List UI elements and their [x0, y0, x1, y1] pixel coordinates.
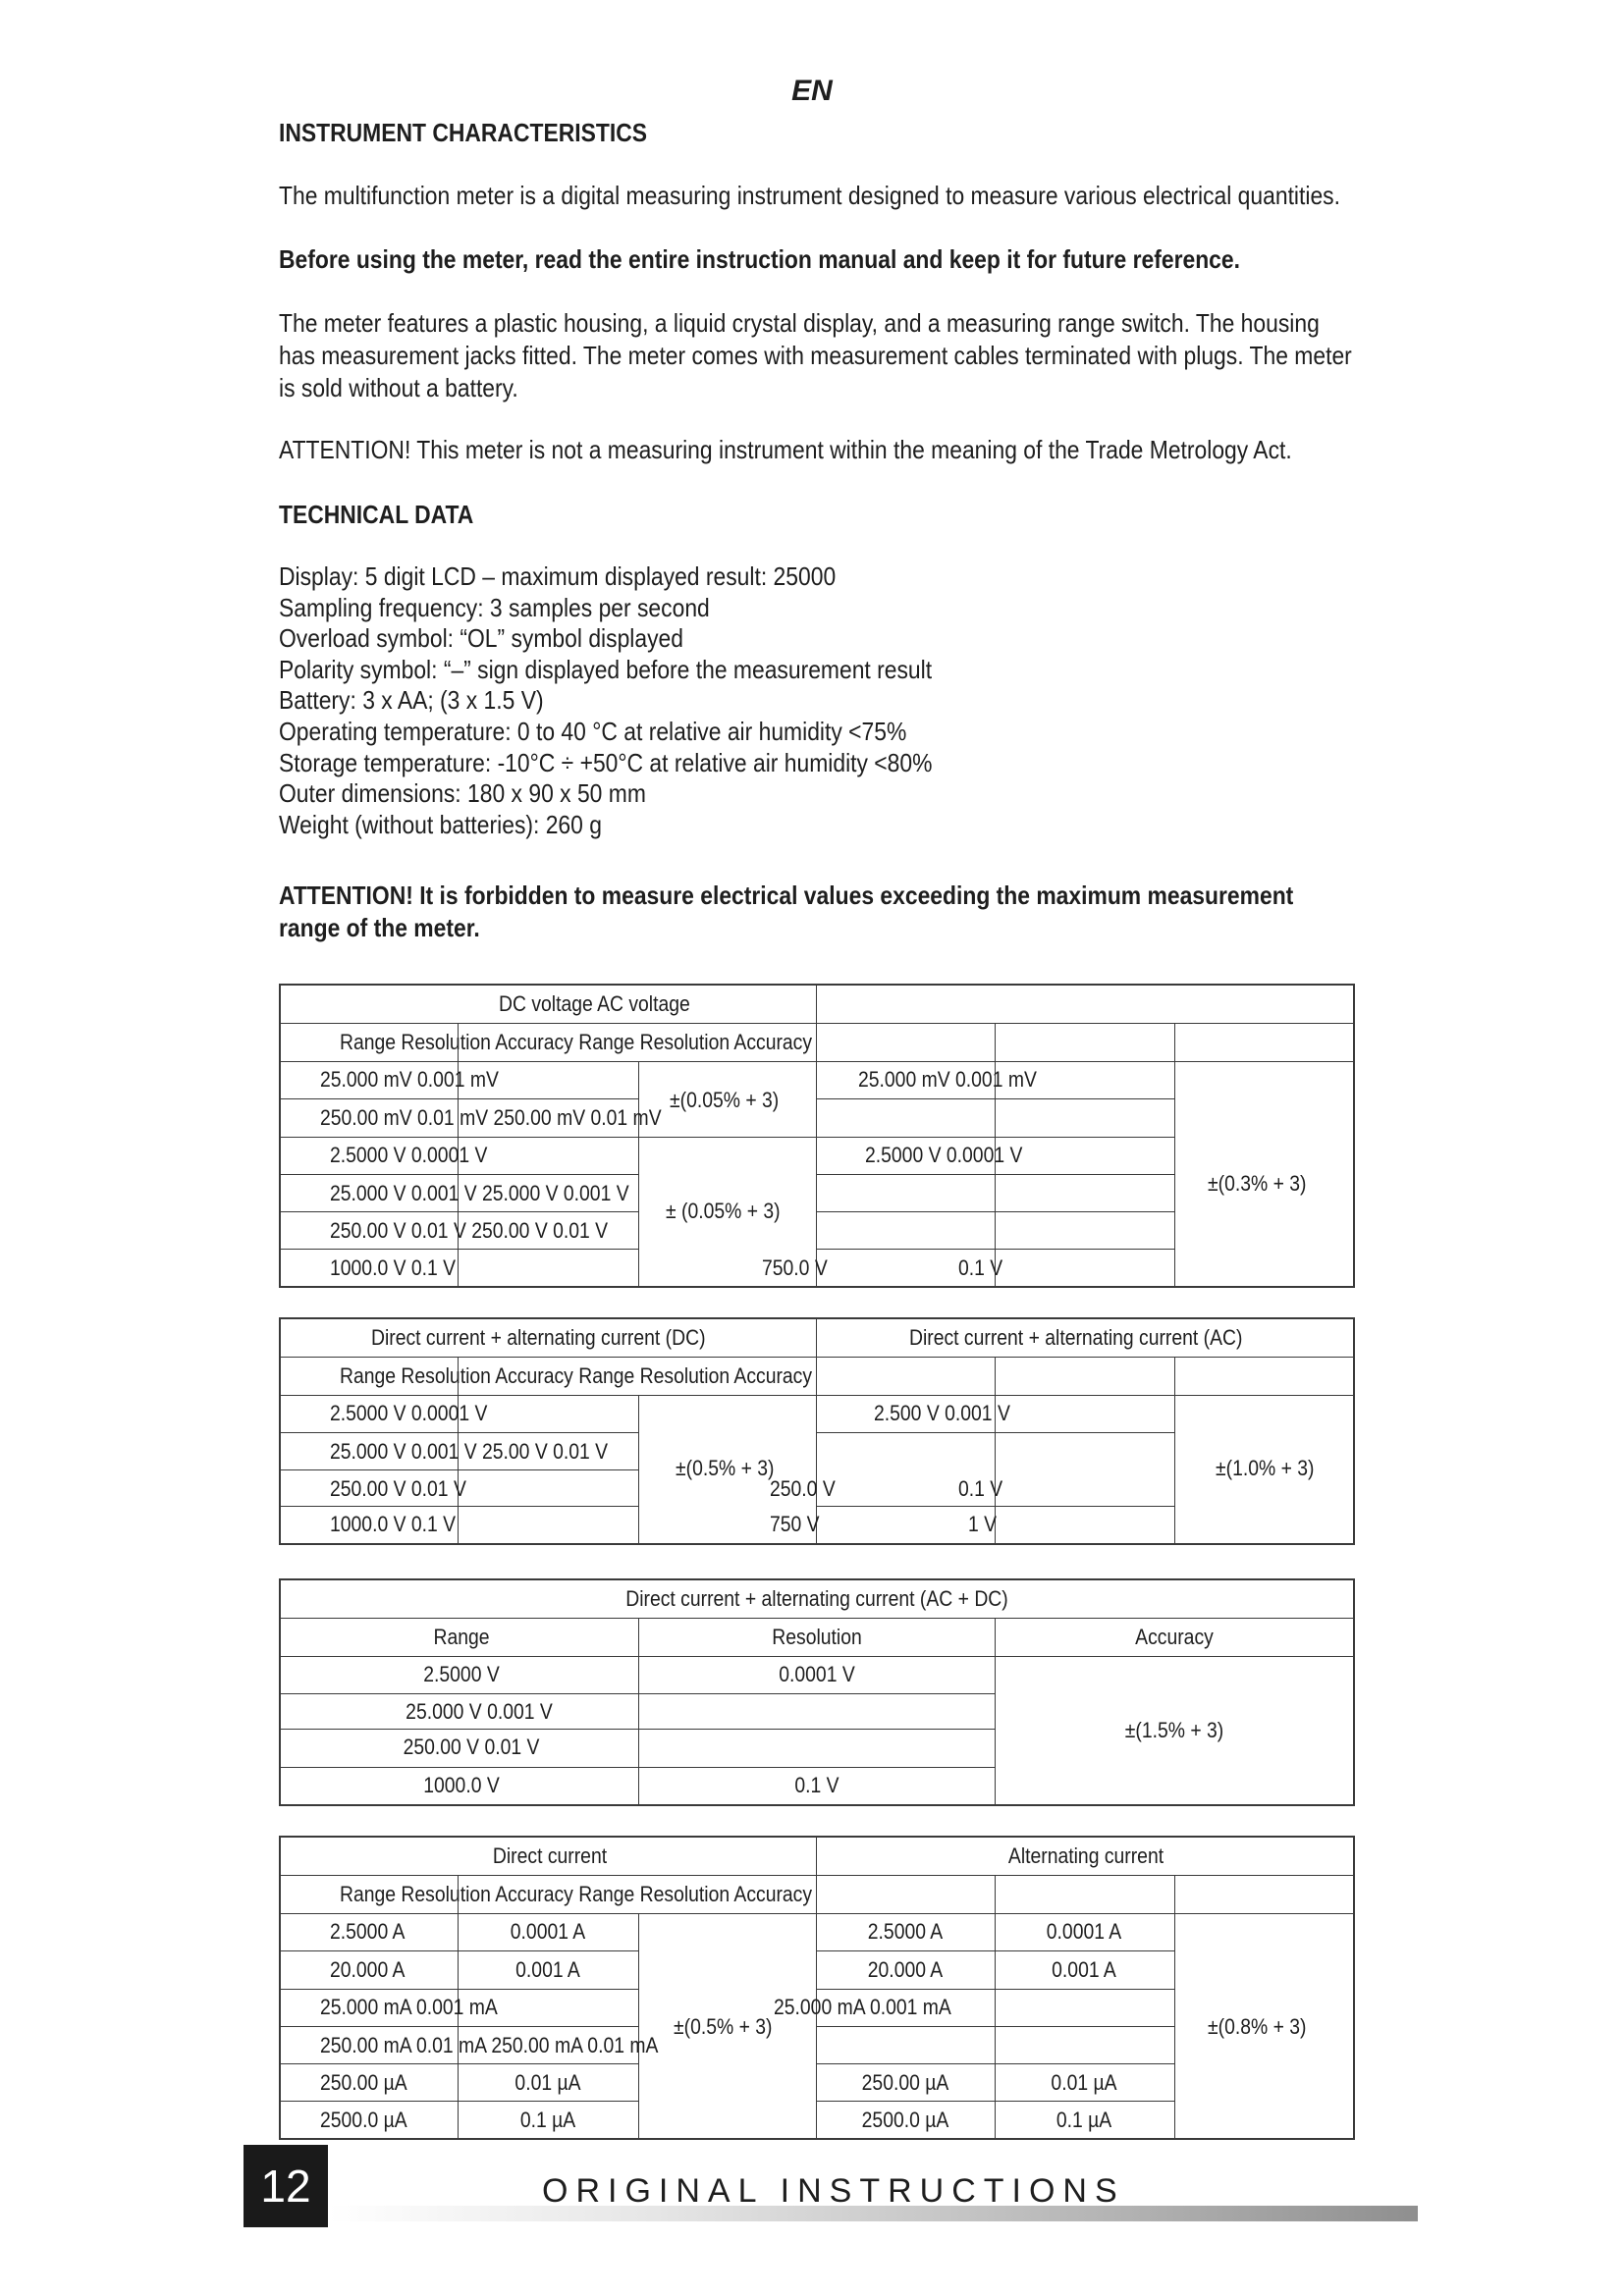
table-cell: 250.00 µA — [861, 2070, 949, 2095]
table-cell: 0.0001 A — [1046, 1919, 1122, 1944]
table-cell: 1000.0 V — [423, 1773, 500, 1797]
ac-dc-voltage-table — [279, 1578, 1355, 1806]
column-header: Range — [433, 1625, 490, 1649]
spec-item: Sampling frequency: 3 samples per second — [279, 592, 710, 622]
spec-item: Battery: 3 x AA; (3 x 1.5 V) — [279, 685, 544, 716]
table-cell: 1 V — [968, 1512, 998, 1536]
table-cell: 25.000 mV 0.001 mV — [858, 1067, 1037, 1092]
table-cell: 1000.0 V 0.1 V — [330, 1255, 457, 1280]
table-cell: 0.1 V — [958, 1255, 1003, 1280]
column-header: Resolution — [772, 1625, 862, 1649]
table-cell: 2500.0 µA — [861, 2108, 949, 2132]
table-header: Direct current + alternating current (DC) — [371, 1325, 706, 1350]
table-cell: 2.500 V 0.001 V — [874, 1401, 1010, 1425]
table-cell-accuracy: ±(0.8% + 3) — [1208, 2014, 1307, 2039]
table-header: Direct current — [492, 1843, 608, 1868]
table-cell: 2.5000 V 0.0001 V — [330, 1143, 488, 1167]
technical-section — [279, 498, 1357, 531]
spec-list — [279, 561, 1357, 840]
spec-item: Outer dimensions: 180 x 90 x 50 mm — [279, 778, 646, 809]
paragraph-text: ATTENTION! This meter is not a measuring instrument within the meaning of the Trade Metrology Act. — [279, 435, 1292, 464]
table-header: DC voltage AC voltage — [499, 991, 690, 1016]
table-cell: 0.001 A — [1052, 1957, 1116, 1982]
table-cell: 0.1 µA — [519, 2108, 576, 2132]
table-header: Direct current + alternating current (AC + DC) — [625, 1586, 1008, 1611]
language-label: EN — [791, 75, 833, 107]
table-cell: 25.000 V 0.001 V — [406, 1699, 553, 1724]
table-cell: 750.0 V — [762, 1255, 828, 1280]
characteristics-section — [279, 116, 1357, 149]
table-cell: 0.001 A — [515, 1957, 580, 1982]
paragraph-text: The multifunction meter is a digital measuring instrument designed to measure various electrical quantities. — [279, 181, 1340, 210]
paragraph — [279, 307, 1357, 404]
table-cell: 250.00 µA — [320, 2070, 407, 2095]
table-cell: 0.1 V — [958, 1476, 1003, 1501]
table-cell: 25.000 mV 0.001 mV — [320, 1067, 499, 1092]
section-title: TECHNICAL DATA — [279, 500, 474, 529]
table-cell: 250.0 V — [770, 1476, 836, 1501]
spec-item: Display: 5 digit LCD – maximum displayed result: 25000 — [279, 561, 837, 591]
spec-item: Operating temperature: 0 to 40 °C at relative air humidity <75% — [279, 716, 907, 746]
spec-item: Storage temperature: -10°C ÷ +50°C at relative air humidity <80% — [279, 747, 933, 777]
table-cell-accuracy: ±(0.05% + 3) — [670, 1088, 780, 1112]
table-cell-accuracy: ±(0.5% + 3) — [674, 2014, 773, 2039]
table-cell: 2.5000 V 0.0001 V — [865, 1143, 1023, 1167]
paragraph-text: Before using the meter, read the entire instruction manual and keep it for future reference. — [279, 244, 1240, 274]
current-table — [279, 1836, 1355, 2140]
table-cell: 250.00 mV 0.01 mV 250.00 mV 0.01 mV — [320, 1105, 662, 1130]
table-header: Direct current + alternating current (AC) — [909, 1325, 1243, 1350]
table-cell: 0.0001 A — [510, 1919, 586, 1944]
table-subheader: Range Resolution Accuracy Range Resolution Accuracy — [340, 1363, 813, 1388]
page-number: 12 — [244, 2145, 328, 2227]
table-cell: 0.1 µA — [1056, 2108, 1112, 2132]
table-cell: 0.1 V — [794, 1773, 839, 1797]
table-header: Alternating current — [1007, 1843, 1164, 1868]
table-cell: 250.00 V 0.01 V — [403, 1735, 540, 1759]
paragraph-bold — [279, 243, 1357, 276]
paragraph-text: The meter features a plastic housing, a liquid crystal display, and a measuring range switch. The housing has measurement jacks fitted. The meter comes with measurement cables terminated with plugs. The meter is sold without a battery. — [279, 308, 1352, 402]
table-cell-accuracy: ±(0.5% + 3) — [676, 1456, 775, 1480]
table-subheader: Range Resolution Accuracy Range Resolution Accuracy — [340, 1882, 813, 1906]
section-title: INSTRUMENT CHARACTERISTICS — [279, 118, 647, 147]
table-cell: 250.00 V 0.01 V 250.00 V 0.01 V — [330, 1218, 609, 1243]
footer-label: ORIGINAL INSTRUCTIONS — [542, 2172, 1125, 2210]
table-cell: 2500.0 µA — [320, 2108, 407, 2132]
warning-paragraph — [279, 880, 1357, 944]
table-cell: 2.5000 A — [867, 1919, 944, 1944]
table-cell: 20.000 A — [330, 1957, 406, 1982]
spec-item: Overload symbol: “OL” symbol displayed — [279, 623, 684, 654]
table-cell: 0.01 µA — [514, 2070, 581, 2095]
table-cell: 2.5000 V — [423, 1662, 500, 1686]
table-cell: 250.00 V 0.01 V — [330, 1476, 466, 1501]
table-cell: 25.000 V 0.001 V 25.00 V 0.01 V — [330, 1439, 609, 1464]
table-cell-accuracy: ±(0.3% + 3) — [1208, 1171, 1307, 1196]
table-cell: 1000.0 V 0.1 V — [330, 1512, 457, 1536]
paragraph-text: ATTENTION! It is forbidden to measure electrical values exceeding the maximum measurement range of the meter. — [279, 881, 1294, 942]
spec-item: Weight (without batteries): 260 g — [279, 809, 602, 839]
table-cell: 25.000 V 0.001 V 25.000 V 0.001 V — [330, 1181, 629, 1205]
spec-item: Polarity symbol: “–” sign displayed before the measurement result — [279, 654, 933, 684]
table-cell: 20.000 A — [867, 1957, 944, 1982]
table-cell-accuracy: ±(1.5% + 3) — [1124, 1718, 1224, 1742]
dc-ac-voltage-table — [279, 1317, 1355, 1545]
table-cell: 750 V — [770, 1512, 820, 1536]
table-cell-accuracy: ± (0.05% + 3) — [666, 1199, 781, 1223]
table-cell-accuracy: ±(1.0% + 3) — [1216, 1456, 1315, 1480]
table-cell: 2.5000 V 0.0001 V — [330, 1401, 488, 1425]
paragraph — [279, 434, 1357, 466]
column-header: Accuracy — [1135, 1625, 1214, 1649]
table-cell: 0.0001 V — [779, 1662, 855, 1686]
table-cell: 25.000 mA 0.001 mA — [320, 1995, 498, 2019]
table-cell: 2.5000 A — [330, 1919, 406, 1944]
table-cell: 0.01 µA — [1051, 2070, 1117, 2095]
table-subheader: Range Resolution Accuracy Range Resolution Accuracy — [340, 1030, 813, 1054]
table-cell: 25.000 mA 0.001 mA — [774, 1995, 951, 2019]
table-cell: 250.00 mA 0.01 mA 250.00 mA 0.01 mA — [320, 2033, 659, 2057]
paragraph — [279, 180, 1357, 212]
voltage-table — [279, 984, 1355, 1288]
